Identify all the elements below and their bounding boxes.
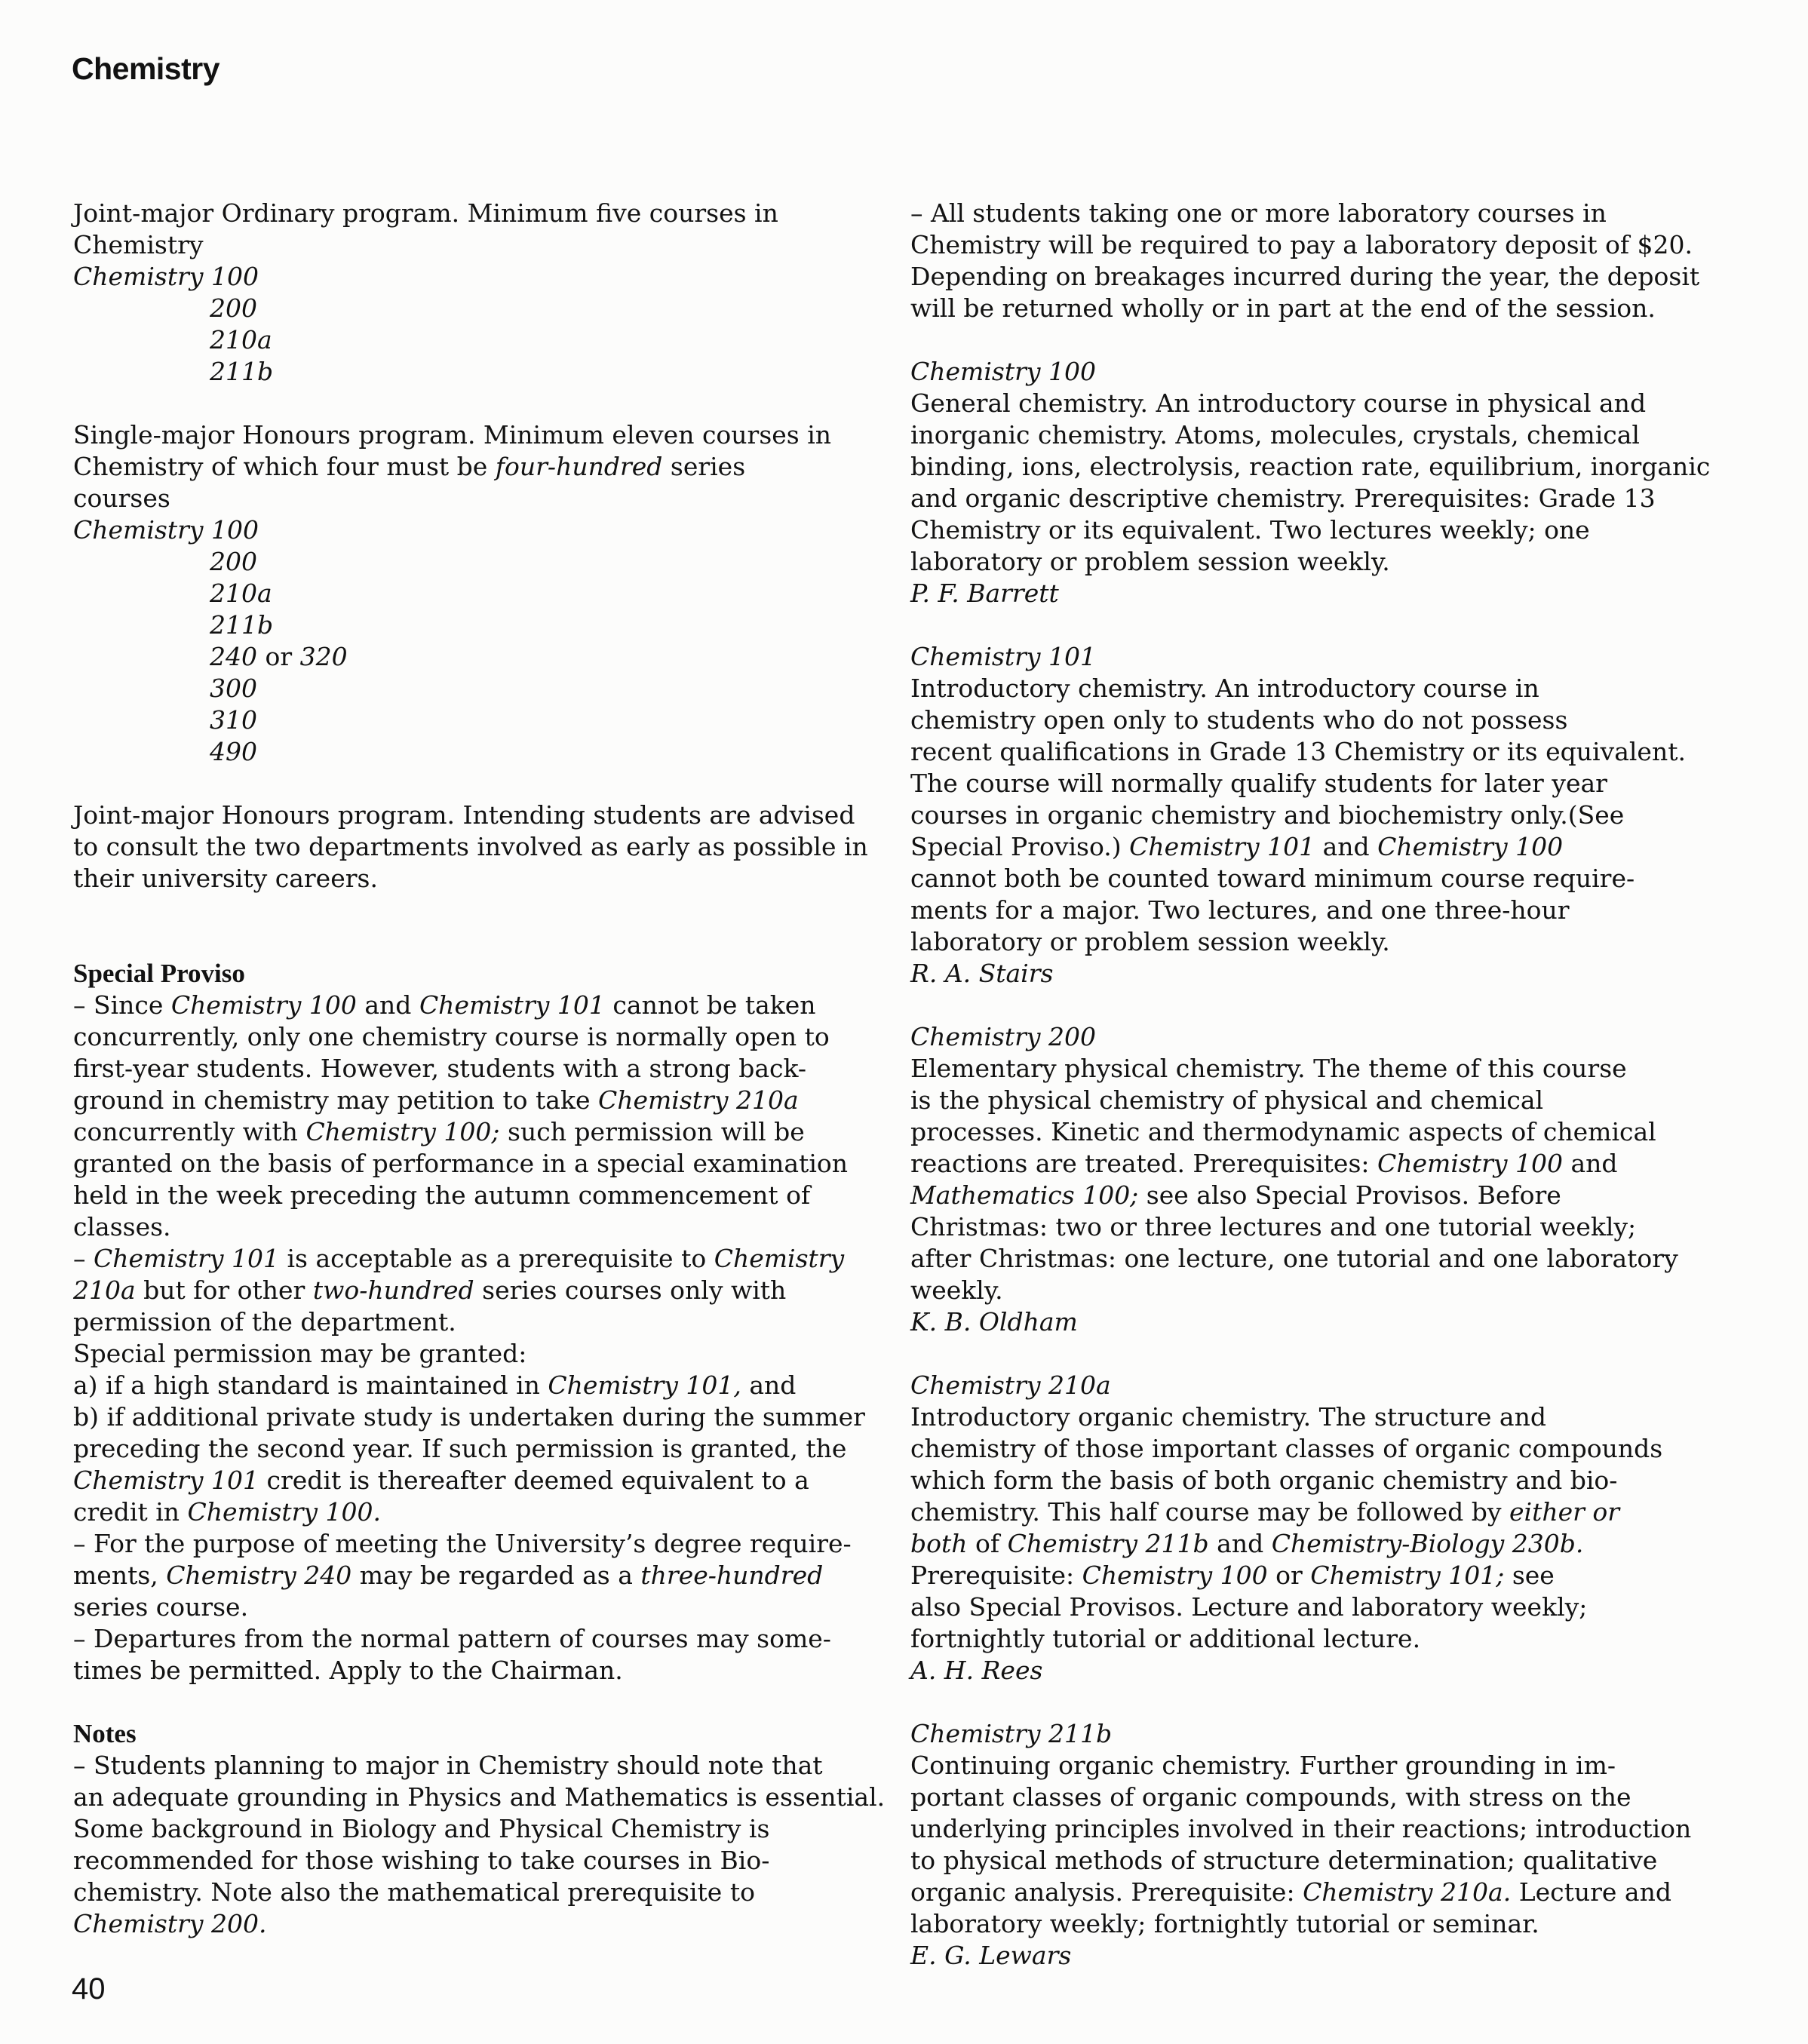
italic-text-run: 210a xyxy=(210,579,272,608)
italic-text-run: Chemistry 100; xyxy=(305,1117,500,1146)
text-run: recommended for those wishing to take courses in Bio- xyxy=(73,1846,770,1875)
text-line xyxy=(910,1306,1710,1338)
text-run: granted on the basis of performance in a special examination xyxy=(73,1149,848,1178)
text-line xyxy=(910,1718,1710,1750)
text-line xyxy=(73,483,873,514)
text-line xyxy=(910,1940,1710,1972)
text-run: weekly. xyxy=(910,1275,1003,1305)
text-run: ments for a major. Two lectures, and one three-hour xyxy=(910,895,1570,925)
spacer xyxy=(910,1338,1710,1370)
text-line xyxy=(73,1623,873,1655)
text-run: and organic descriptive chemistry. Prerequisites: Grade 13 xyxy=(910,483,1656,513)
text-line xyxy=(73,578,873,609)
text-line xyxy=(910,1275,1710,1306)
text-line xyxy=(910,546,1710,578)
text-run: of xyxy=(967,1529,1008,1558)
text-line xyxy=(73,1877,873,1908)
text-run: Chemistry will be required to pay a laboratory deposit of $20. xyxy=(910,230,1693,259)
text-run: Single-major Honours program. Minimum eleven courses in xyxy=(73,420,832,450)
text-line xyxy=(910,578,1710,609)
text-line xyxy=(910,514,1710,546)
text-line xyxy=(910,1053,1710,1085)
spacer xyxy=(73,895,873,958)
text-line xyxy=(73,609,873,641)
text-line xyxy=(910,1623,1710,1655)
page-heading: Chemistry xyxy=(72,51,220,86)
text-line xyxy=(910,1211,1710,1243)
text-run: and xyxy=(741,1370,797,1400)
left-column xyxy=(73,198,886,1940)
spacer xyxy=(73,388,873,419)
text-run: which form the basis of both organic chemistry and bio- xyxy=(910,1465,1618,1495)
text-line xyxy=(73,1401,873,1433)
text-line xyxy=(910,1750,1710,1782)
italic-text-run: 211b xyxy=(210,610,274,640)
text-run: to consult the two departments involved as early as possible in xyxy=(73,832,868,861)
text-line xyxy=(73,1750,873,1782)
text-line xyxy=(73,324,873,356)
italic-text-run: Chemistry 101 xyxy=(73,1465,259,1495)
text-run: – Students planning to major in Chemistry should note that xyxy=(73,1751,823,1780)
text-run: held in the week preceding the autumn commencement of xyxy=(73,1180,811,1210)
italic-text-run: Chemistry 100 xyxy=(73,262,259,291)
text-line xyxy=(73,198,873,229)
text-line xyxy=(910,1655,1710,1686)
text-line xyxy=(910,926,1710,958)
text-line xyxy=(73,1053,873,1085)
text-run: laboratory weekly; fortnightly tutorial or seminar. xyxy=(910,1909,1539,1938)
text-line xyxy=(73,1655,873,1686)
text-line xyxy=(910,768,1710,799)
italic-text-run: 320 xyxy=(299,642,348,671)
text-line xyxy=(910,641,1710,673)
text-line xyxy=(910,1243,1710,1275)
text-run: their university careers. xyxy=(73,864,378,893)
text-line xyxy=(910,863,1710,895)
text-run: concurrently with xyxy=(73,1117,306,1146)
italic-text-run: 240 xyxy=(210,642,257,671)
text-run: laboratory or problem session weekly. xyxy=(910,927,1390,956)
spacer xyxy=(910,1686,1710,1718)
text-run: fortnightly tutorial or additional lecture. xyxy=(910,1624,1421,1653)
text-run: see also Special Provisos. Before xyxy=(1138,1180,1561,1210)
text-run: Special permission may be granted: xyxy=(73,1339,527,1368)
text-run: such permission will be xyxy=(499,1117,805,1146)
text-run: – Departures from the normal pattern of courses may some- xyxy=(73,1624,831,1653)
text-line xyxy=(73,1591,873,1623)
text-run: see xyxy=(1504,1561,1555,1590)
text-run: Joint-major Honours program. Intending students are advised xyxy=(73,800,855,830)
text-run: but for other xyxy=(135,1275,313,1305)
text-line xyxy=(910,1496,1710,1528)
italic-text-run: Chemistry-Biology 230b. xyxy=(1271,1529,1584,1558)
text-line xyxy=(910,1370,1710,1401)
text-line xyxy=(73,261,873,293)
text-line xyxy=(910,388,1710,419)
text-run: also Special Provisos. Lecture and laboratory weekly; xyxy=(910,1592,1588,1622)
text-run: and xyxy=(1562,1149,1618,1178)
text-line xyxy=(73,704,873,736)
text-line xyxy=(73,1116,873,1148)
spacer xyxy=(73,1686,873,1718)
italic-text-run: Chemistry 101 xyxy=(910,642,1096,671)
italic-text-run: Chemistry 101 xyxy=(1129,832,1315,861)
text-line xyxy=(73,1021,873,1053)
text-line xyxy=(73,831,873,863)
text-line xyxy=(73,1560,873,1591)
text-line xyxy=(73,990,873,1021)
text-run: series courses only with xyxy=(474,1275,787,1305)
text-run: first-year students. However, students with a strong back- xyxy=(73,1054,807,1083)
italic-text-run: 211b xyxy=(210,357,274,386)
spacer xyxy=(910,324,1710,356)
text-line xyxy=(910,229,1710,261)
text-line xyxy=(73,1465,873,1496)
text-run: Prerequisite: xyxy=(910,1561,1082,1590)
text-run: The course will normally qualify students for later year xyxy=(910,769,1607,798)
text-run: is acceptable as a prerequisite to xyxy=(278,1244,714,1273)
text-run: and xyxy=(1315,832,1378,861)
text-line xyxy=(910,673,1710,704)
text-line xyxy=(910,1528,1710,1560)
italic-text-run: R. A. Stairs xyxy=(910,959,1054,988)
text-run: Elementary physical chemistry. The theme of this course xyxy=(910,1054,1627,1083)
text-run: chemistry. Note also the mathematical prerequisite to xyxy=(73,1877,755,1907)
spacer xyxy=(73,768,873,799)
text-run: courses xyxy=(73,483,170,513)
text-run: – Since xyxy=(73,990,171,1020)
text-line xyxy=(910,799,1710,831)
text-run: Chemistry xyxy=(73,230,204,259)
italic-text-run: Chemistry 100 xyxy=(1377,832,1564,861)
italic-text-run: 210a xyxy=(210,325,272,354)
text-line xyxy=(73,1148,873,1180)
text-line xyxy=(73,1813,873,1845)
italic-text-run: two-hundred xyxy=(312,1275,474,1305)
text-run: or xyxy=(257,642,300,671)
section-heading: Notes xyxy=(73,1719,137,1748)
text-run: Continuing organic chemistry. Further grounding in im- xyxy=(910,1751,1616,1780)
italic-text-run: Chemistry 200 xyxy=(910,1022,1096,1051)
italic-text-run: Chemistry 100 xyxy=(1377,1149,1563,1178)
text-line xyxy=(73,1085,873,1116)
italic-text-run: 200 xyxy=(210,293,257,323)
spacer xyxy=(910,609,1710,641)
text-run: credit is thereafter deemed equivalent to a xyxy=(258,1465,809,1495)
text-line xyxy=(73,1782,886,1813)
text-line xyxy=(910,451,1710,483)
italic-text-run: A. H. Rees xyxy=(910,1656,1043,1685)
text-line xyxy=(910,1845,1710,1877)
page-number: 40 xyxy=(72,1972,106,2006)
italic-text-run: 210a xyxy=(73,1275,136,1305)
text-line xyxy=(910,419,1710,451)
italic-text-run: 490 xyxy=(210,737,257,766)
text-line xyxy=(910,736,1710,768)
text-run: laboratory or problem session weekly. xyxy=(910,547,1390,576)
text-line xyxy=(910,1085,1710,1116)
text-line xyxy=(910,293,1710,324)
italic-text-run: Chemistry 101 xyxy=(419,990,605,1020)
text-line xyxy=(73,514,873,546)
text-line xyxy=(73,1496,873,1528)
italic-text-run: Chemistry 101; xyxy=(1310,1561,1505,1590)
italic-text-run: Chemistry 210a xyxy=(597,1085,799,1115)
italic-text-run: Chemistry 101, xyxy=(548,1370,741,1400)
text-run: General chemistry. An introductory course in physical and xyxy=(910,388,1647,418)
italic-text-run: P. F. Barrett xyxy=(910,579,1059,608)
text-run: chemistry open only to students who do not possess xyxy=(910,705,1568,735)
text-line xyxy=(910,1021,1710,1053)
text-line xyxy=(73,673,873,704)
text-run: or xyxy=(1267,1561,1311,1590)
text-run: Lecture and xyxy=(1511,1877,1671,1907)
text-line xyxy=(73,293,873,324)
text-run: ments, xyxy=(73,1561,167,1590)
text-line xyxy=(73,1180,873,1211)
text-run: to physical methods of structure determination; qualitative xyxy=(910,1846,1658,1875)
italic-text-run: Chemistry 210a xyxy=(910,1370,1111,1400)
text-run: portant classes of organic compounds, with stress on the xyxy=(910,1782,1631,1812)
text-run: will be returned wholly or in part at the end of the session. xyxy=(910,293,1656,323)
text-run: chemistry of those important classes of organic compounds xyxy=(910,1434,1663,1463)
text-run: – All students taking one or more laboratory courses in xyxy=(910,198,1607,228)
italic-text-run: Chemistry 100 xyxy=(910,357,1096,386)
text-line xyxy=(910,895,1710,926)
text-run: Christmas: two or three lectures and one tutorial weekly; xyxy=(910,1212,1637,1241)
text-line xyxy=(73,546,873,578)
text-run: inorganic chemistry. Atoms, molecules, crystals, chemical xyxy=(910,420,1640,450)
text-line xyxy=(910,704,1710,736)
text-line xyxy=(73,1370,873,1401)
text-line xyxy=(910,1465,1710,1496)
text-run: times be permitted. Apply to the Chairman. xyxy=(73,1656,623,1685)
text-line xyxy=(73,1243,873,1275)
text-run: courses in organic chemistry and biochemistry only.(See xyxy=(910,800,1625,830)
text-line xyxy=(910,1401,1710,1433)
text-line xyxy=(910,1433,1710,1465)
text-run: Joint-major Ordinary program. Minimum five courses in xyxy=(73,198,778,228)
text-line xyxy=(73,1845,873,1877)
italic-text-run: 310 xyxy=(210,705,257,735)
text-line xyxy=(73,799,873,831)
italic-text-run: Chemistry 100 xyxy=(1082,1561,1268,1590)
text-line xyxy=(73,641,873,673)
italic-text-run: both xyxy=(910,1529,968,1558)
text-run: chemistry. This half course may be followed by xyxy=(910,1497,1510,1527)
italic-text-run: Chemistry 100. xyxy=(187,1497,381,1527)
text-line xyxy=(910,1180,1710,1211)
spacer xyxy=(910,990,1710,1021)
italic-text-run: 300 xyxy=(210,674,257,703)
text-run: Some background in Biology and Physical Chemistry is xyxy=(73,1814,770,1843)
text-run: binding, ions, electrolysis, reaction rate, equilibrium, inorganic xyxy=(910,452,1711,481)
text-run: ground in chemistry may petition to take xyxy=(73,1085,598,1115)
text-line xyxy=(73,419,873,451)
italic-text-run: Chemistry 210a. xyxy=(1303,1877,1512,1907)
text-line xyxy=(73,1338,873,1370)
text-run: cannot be taken xyxy=(604,990,816,1020)
italic-text-run: Chemistry xyxy=(714,1244,845,1273)
text-line xyxy=(910,1908,1710,1940)
text-line xyxy=(73,1528,873,1560)
italic-text-run: Chemistry 100 xyxy=(170,990,357,1020)
text-run: an adequate grounding in Physics and Mathematics is essential. xyxy=(73,1782,886,1812)
text-run: and xyxy=(356,990,419,1020)
text-line xyxy=(73,1908,873,1940)
italic-text-run: 200 xyxy=(210,547,257,576)
text-run: may be regarded as a xyxy=(351,1561,641,1590)
text-line xyxy=(73,736,873,768)
text-run: classes. xyxy=(73,1212,171,1241)
text-line xyxy=(910,1116,1710,1148)
text-run: b) if additional private study is undertaken during the summer xyxy=(73,1402,865,1432)
text-run: – For the purpose of meeting the University’s degree require- xyxy=(73,1529,852,1558)
text-line xyxy=(73,1433,873,1465)
text-run: series course. xyxy=(73,1592,249,1622)
text-line xyxy=(910,356,1710,388)
text-run: and xyxy=(1208,1529,1272,1558)
text-line xyxy=(910,261,1710,293)
text-line xyxy=(910,1148,1710,1180)
text-run: reactions are treated. Prerequisites: xyxy=(910,1149,1377,1178)
text-run: concurrently, only one chemistry course is normally open to xyxy=(73,1022,830,1051)
text-line xyxy=(73,863,873,895)
text-run: credit in xyxy=(73,1497,188,1527)
text-line xyxy=(910,958,1710,990)
italic-text-run: K. B. Oldham xyxy=(910,1307,1078,1337)
italic-text-run: Chemistry 100 xyxy=(73,515,259,545)
text-line xyxy=(73,1275,873,1306)
italic-text-run: Chemistry 200. xyxy=(73,1909,267,1938)
italic-text-run: Chemistry 240 xyxy=(166,1561,352,1590)
text-run: organic analysis. Prerequisite: xyxy=(910,1877,1303,1907)
text-run: is the physical chemistry of physical and chemical xyxy=(910,1085,1544,1115)
text-line xyxy=(910,198,1710,229)
text-line xyxy=(73,1306,873,1338)
text-line xyxy=(73,229,873,261)
italic-text-run: four-hundred xyxy=(495,452,663,481)
text-run: series xyxy=(662,452,746,481)
italic-text-run: Chemistry 101 xyxy=(94,1244,279,1273)
text-run: after Christmas: one lecture, one tutorial and one laboratory xyxy=(910,1244,1678,1273)
italic-text-run: either or xyxy=(1509,1497,1620,1527)
text-run: Chemistry or its equivalent. Two lectures weekly; one xyxy=(910,515,1590,545)
text-line xyxy=(910,1877,1710,1908)
text-line xyxy=(910,1591,1710,1623)
text-run: Introductory chemistry. An introductory course in xyxy=(910,674,1539,703)
text-run: – xyxy=(73,1244,94,1273)
text-run: permission of the department. xyxy=(73,1307,456,1337)
text-line xyxy=(910,1782,1710,1813)
italic-text-run: Mathematics 100; xyxy=(910,1180,1139,1210)
text-run: Depending on breakages incurred during the year, the deposit xyxy=(910,262,1700,291)
text-run: underlying principles involved in their reactions; introduction xyxy=(910,1814,1692,1843)
text-run: Special Proviso.) xyxy=(910,832,1130,861)
text-line xyxy=(73,1211,873,1243)
text-line xyxy=(910,1813,1710,1845)
text-line xyxy=(910,1560,1710,1591)
text-line xyxy=(73,356,873,388)
text-line xyxy=(73,451,873,483)
text-run: processes. Kinetic and thermodynamic aspects of chemical xyxy=(910,1117,1656,1146)
text-run: preceding the second year. If such permission is granted, the xyxy=(73,1434,847,1463)
italic-text-run: E. G. Lewars xyxy=(910,1941,1072,1970)
text-line xyxy=(910,831,1710,863)
right-column xyxy=(910,198,1710,1972)
text-run: Chemistry of which four must be xyxy=(73,452,496,481)
text-run: a) if a high standard is maintained in xyxy=(73,1370,548,1400)
text-run: recent qualifications in Grade 13 Chemistry or its equivalent. xyxy=(910,737,1686,766)
italic-text-run: Chemistry 211b xyxy=(1007,1529,1209,1558)
italic-text-run: three-hundred xyxy=(640,1561,824,1590)
italic-text-run: Chemistry 211b xyxy=(910,1719,1113,1748)
section-heading: Special Proviso xyxy=(73,959,245,988)
text-line xyxy=(910,483,1710,514)
text-run: Introductory organic chemistry. The structure and xyxy=(910,1402,1546,1432)
text-run: cannot both be counted toward minimum course require- xyxy=(910,864,1635,893)
